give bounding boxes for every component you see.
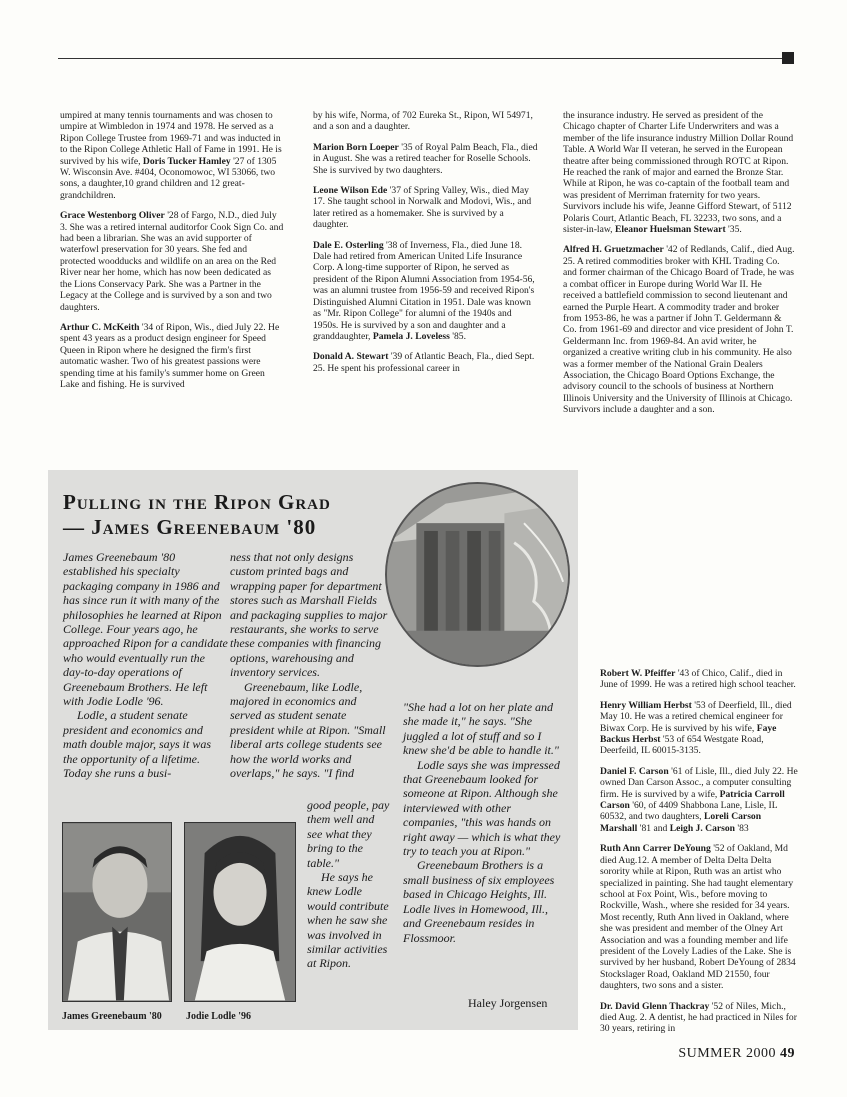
feature-paragraph: ness that not only designs custom printed bags and wrapping paper for department stores such as Marshall Fields and packaging supplies to major restaurants, she works to serve these companies with financing options, warehousing and inventory services. (230, 550, 388, 680)
obituary-column-3 (563, 110, 795, 425)
feature-title-line-1: Pulling in the Ripon Grad (63, 490, 331, 514)
obituary-column-2 (313, 110, 539, 383)
feature-paragraph: Lodle, a student senate president and economics and math double major, says it was the opportunity of a lifetime. Today she runs a busi- (63, 708, 212, 781)
obituary-thackray: Dr. David Glenn Thackray '52 of Niles, Mich., died Aug. 2. A dentist, he had practiced in Niles for 30 years, retiring in (600, 1000, 797, 1035)
building-photo (385, 482, 570, 667)
obituary-herbst: Henry William Herbst '53 of Deerfield, Ill., died May 10. He was a retired chemical engineer for Biwax Corp. He is survived by his wife, Faye Backus Herbst '53 of 654 Westgate Road, Deerfeild, IL 60015-3135. (600, 699, 792, 757)
obituary-column-1 (60, 110, 284, 399)
feature-sidebar (48, 470, 578, 1030)
building-photo-graphic (387, 484, 568, 665)
feature-paragraph: Greenebaum, like Lodle, majored in economics and served as student senate president while at Ripon. "Small liberal arts college students see how the world works and overlaps," he says. "I find (230, 679, 386, 781)
feature-paragraph: Greenebaum Brothers is a small business of six employees based in Chicago Heights, Ill. Lodle lives in Homewood, Ill., and Greenebaum resides in Flossmoor. (403, 858, 555, 945)
footer-season: SUMMER 2000 (678, 1046, 776, 1061)
feature-column-2 (230, 550, 390, 781)
obituary-loeper: Marion Born Loeper '35 of Royal Palm Beach, Fla., died in August. She was a retired teacher for Roselle Schools. She is survived by two daughters. (313, 141, 538, 176)
obituary-gruetzmacher: Alfred H. Gruetzmacher '42 of Redlands, Calif., died Aug. 25. A retired commodities broker with KHL Trading Co. and former chairman of the Chicago Board of Trade, he was a combat officer in Europe during World War II. He received a battlefield commission to second lieutenant and earned the Purple Heart. A commodity trader and broker from 1953-86, he was a partner if John T. Geldermann & Co. from 1961-69 and director and vice president of John T. Geldermann Inc. from 1969-84. An avid writer, he organized a creative writing club in his community. He also was a former member of the National Grain Dealers Association, the Chicago Board Options Exchange, the advisory council to the schools of business at Northern Illinois University and the University of Illinois at Chicago. Survivors include a daughter and a son. (563, 244, 795, 416)
feature-paragraph: James Greenebaum '80 established his specialty packaging company in 1986 and has since run it with many of the philosophies he learned at Ripon College. Four years ago, he approached Ripon for a candidate who would eventually run the day-to-day operations of Greenebaum Brothers. He left with Jodie Lodle '96. (63, 550, 228, 709)
obituary-carson: Daniel F. Carson '61 of Lisle, Ill., died July 22. He owned Dan Carson Assoc., a computer consulting firm. He is survived by a wife, Patricia Carroll Carson '60, of 4409 Shabbona Lane, Lisle, IL 60532, and two daughters, Loreli Carson Marshall '81 and Leigh J. Carson '83 (600, 765, 798, 834)
feature-byline: Haley Jorgensen (468, 996, 548, 1010)
obituary-ede: Leone Wilson Ede '37 of Spring Valley, Wis., died May 17. She taught school in Norwalk and Modovi, Wis., and later retired as a homemaker. She is survived by a daughter. (313, 185, 532, 231)
obituary-osterling: Dale E. Osterling '38 of Inverness, Fla., died June 18. Dale had retired from American United Life Insurance Corp. A long-time supporter of Ripon, he served as president of the Ripon Alumni Association from 1954-56, was an alumni trustee from 1956-59 and received Ripon's Distinguished Alumni Citation in 1951. Dale was known as "Mr. Ripon College" for alumni of the 1940s and 1950s. He is survived by a son and daughter and a granddaughter, Pamela J. Loveless '85. (313, 239, 535, 342)
caption-greenebaum: James Greenebaum '80 (62, 1011, 162, 1022)
header-rule-marker (782, 52, 794, 64)
portrait-lodle-graphic (185, 823, 295, 1001)
obituary-stewart: Donald A. Stewart '39 of Atlantic Beach, Fla., died Sept. 25. He spent his professional career in (313, 351, 535, 374)
feature-column-1 (63, 550, 228, 781)
obituary-column-3-lower (600, 668, 798, 1044)
page-footer (678, 1046, 795, 1062)
feature-title (63, 490, 423, 540)
feature-paragraph: He says he knew Lodle would contribute when he saw she was involved in similar activities at Ripon. (307, 870, 389, 971)
portrait-greenebaum-graphic (63, 823, 171, 1001)
obituary-mckeith: Arthur C. McKeith '34 of Ripon, Wis., died July 22. He spent 43 years as a product design engineer for Speed Queen in Ripon where he designed the firm's first automatic washer. Two of his greatest passions were spending time at his family's summer home on Green Lake and fishing. He is survived (60, 321, 280, 390)
feature-paragraph: "She had a lot on her plate and she made it," he says. "She juggled a lot of stuff and so I knew she'd be able to handle it." (403, 700, 559, 758)
feature-column-3 (307, 798, 391, 971)
obituary-stewart-cont: the insurance industry. He served as president of the Chicago chapter of Charter Life Underwriters and was a member of the life insurance industry Million Dollar Round Table. A World War II veteran, he served in the European theatre after being commissioned through ROTC at Ripon. He reached the rank of major and earned the Bronze Star. While at Ripon, he was co-captain of the football team and was president of Merriman fraternity for two years. Survivors include his wife, Jeanne Gifford Stewart, of 5112 Polaris Court, Atlantic Beach, FL 32233, two sons, and a sister-in-law, Eleanor Huelsman Stewart '35. (563, 110, 794, 236)
header-rule (58, 58, 785, 59)
feature-title-line-2: — James Greenebaum '80 (63, 515, 317, 539)
obituary-mckeith-cont: by his wife, Norma, of 702 Eureka St., Ripon, WI 54971, and a son and a daughter. (313, 110, 533, 133)
page-number: 49 (780, 1046, 795, 1061)
portrait-lodle (184, 822, 296, 1002)
obituary-pfeiffer: Robert W. Pfeiffer '43 of Chico, Calif., died in June of 1999. He was a retired high school teacher. (600, 668, 796, 691)
obituary-deyoung: Ruth Ann Carrer DeYoung '52 of Oakland, Md died Aug.12. A member of Delta Delta Delta sorority while at Ripon, Ruth was an artist who specialized in painting. She had taught elementary school at Fox Point, Wis., before moving to Rockville, Wash., where she resided for 34 years. Most recently, Ruth Ann lived in Oakland, where she was president and member of the Olney Art Association and was a founding member and life president of the Lovely Ladies of the Lake. She is survived by her husband, Robert DeYoung of 2834 Stockslager Road, Oakland MD 21550, four daughters, two sons and a sister. (600, 843, 796, 992)
portrait-greenebaum (62, 822, 172, 1002)
feature-column-4 (403, 700, 568, 945)
obituary-hamley: umpired at many tennis tournaments and was chosen to umpire at Wimbledon in 1974 and 1978. He served as a Ripon College Trustee from 1969-71 and was inducted in to the Ripon College Athletic Hall of Fame in 1991. He is survived by his wife, Doris Tucker Hamley '27 of 1305 W. Wisconsin Ave. #404, Oconomowoc, WI 53066, two sons, a daughter,10 grand children and 12 great-grandchildren. (60, 110, 282, 201)
obituary-oliver: Grace Westenborg Oliver '28 of Fargo, N.D., died July 3. She was a retired internal auditorfor Cook Sign Co. and had been a librarian. She was an avid supporter of waterfowl preservation for 30 years. She fed and protected woodducks and wildlife on an area on the Red River near her home, which has now been dedicated as the Lions Conservacy Park. She was a Partner in the Legacy at the College and is survived by a son and two daughters. (60, 210, 284, 313)
feature-paragraph: Lodle says she was impressed that Greenebaum looked for someone at Ripon. Although she interviewed with other companies, "this was hands on right away — which is what they try to teach you at Ripon." (403, 757, 561, 859)
caption-lodle: Jodie Lodle '96 (186, 1011, 252, 1022)
feature-paragraph: good people, pay them well and see what they bring to the table." (307, 798, 390, 870)
